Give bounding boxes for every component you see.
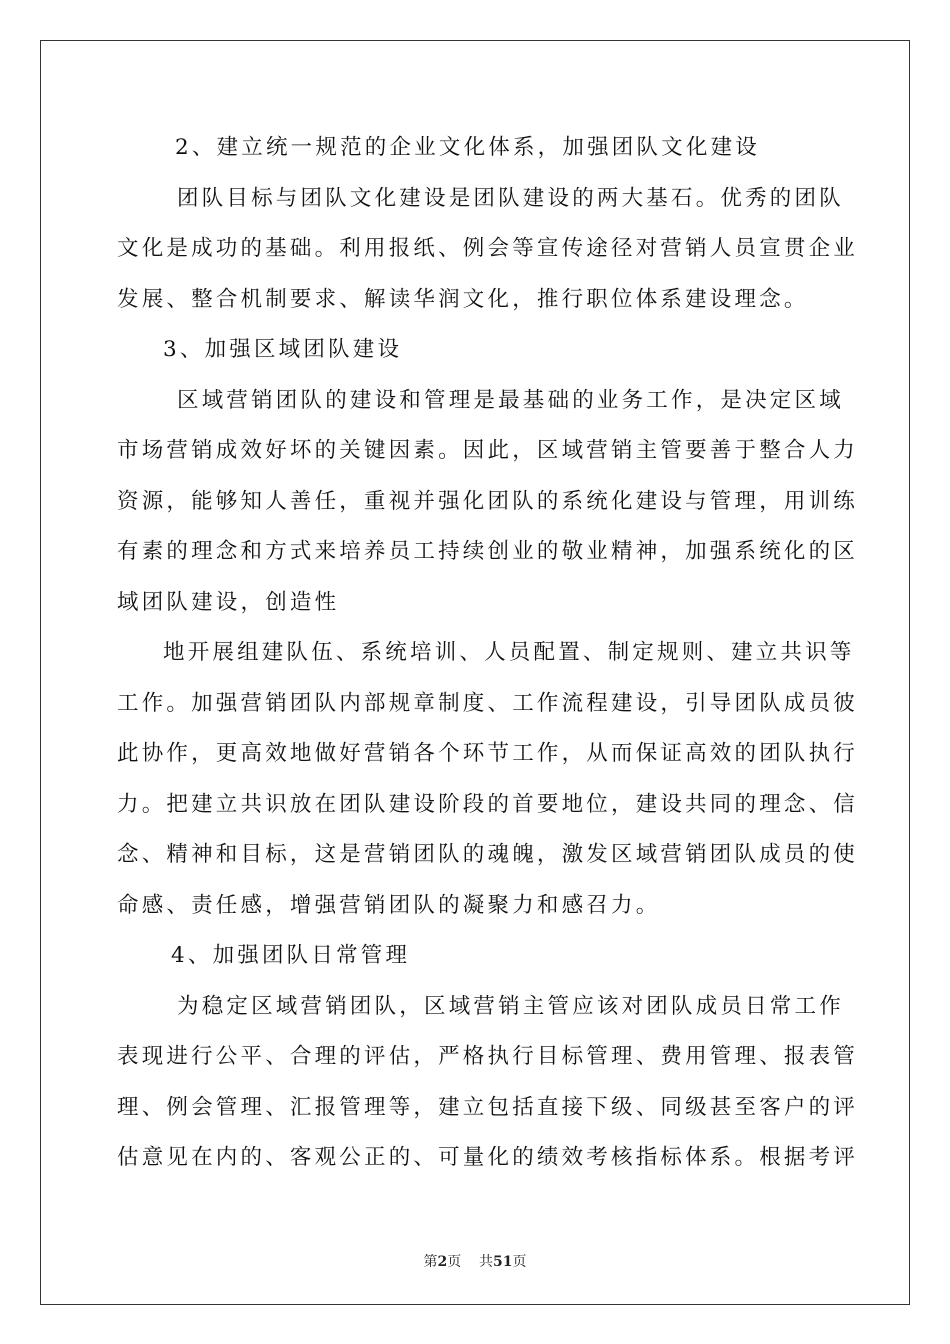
- para-regional-team-line: 资源，能够知人善任，重视并强化团队的系统化建设与管理，用训练: [117, 488, 859, 514]
- heading-4-line: 4、加强团队日常管理: [171, 943, 411, 968]
- total-pages: 51: [493, 1254, 513, 1270]
- para-daily-management-line: 为稳定区域营销团队，区域营销主管应该对团队成员日常工作: [177, 993, 844, 1019]
- total-label-prefix: 共: [479, 1254, 494, 1270]
- page-label-suffix: 页: [447, 1254, 462, 1270]
- page-number: 2: [437, 1254, 448, 1270]
- para-carry-out-line: 念、精神和目标，这是营销团队的魂魄，激发区域营销团队成员的使: [117, 842, 859, 867]
- para-daily-management-line: 表现进行公平、合理的评估，严格执行目标管理、费用管理、报表管: [117, 1044, 859, 1069]
- para-carry-out-line: 力。把建立共识放在团队建设阶段的首要地位，建设共同的理念、信: [117, 791, 859, 817]
- heading-3-line: 3、加强区域团队建设: [163, 337, 403, 362]
- page-footer: [0, 1251, 950, 1271]
- para-team-culture-line: 发展、整合机制要求、解读华润文化，推行职位体系建设理念。: [117, 286, 809, 312]
- para-regional-team-line: 市场营销成效好坏的关键因素。因此，区域营销主管要善于整合人力: [117, 438, 859, 463]
- document-body: [117, 130, 859, 1191]
- para-daily-management-line: 估意见在内的、客观公正的、可量化的绩效考核指标体系。根据考评: [117, 1145, 859, 1170]
- para-carry-out-line: 命感、责任感，增强营销团队的凝聚力和感召力。: [117, 892, 661, 918]
- para-carry-out-line: 地开展组建队伍、系统培训、人员配置、制定规则、建立共识等: [163, 640, 855, 665]
- heading-2-line: 2、建立统一规范的企业文化体系，加强团队文化建设: [175, 135, 760, 160]
- para-regional-team-line: 有素的理念和方式来培养员工持续创业的敬业精神，加强系统化的区: [117, 539, 859, 564]
- total-label-suffix: 页: [512, 1254, 527, 1270]
- para-team-culture-line: 文化是成功的基础。利用报纸、例会等宣传途径对营销人员宣贯企业: [117, 236, 859, 261]
- para-carry-out-line: 工作。加强营销团队内部规章制度、工作流程建设，引导团队成员彼: [117, 690, 859, 716]
- para-regional-team-line: 域团队建设，创造性: [117, 589, 340, 615]
- para-team-culture-line: 团队目标与团队文化建设是团队建设的两大基石。优秀的团队: [177, 185, 844, 211]
- para-regional-team-line: 区域营销团队的建设和管理是最基础的业务工作，是决定区域: [177, 387, 844, 413]
- para-carry-out-line: 此协作，更高效地做好营销各个环节工作，从而保证高效的团队执行: [117, 741, 859, 766]
- page-label-prefix: 第: [423, 1254, 438, 1270]
- para-daily-management-line: 理、例会管理、汇报管理等，建立包括直接下级、同级甚至客户的评: [117, 1094, 859, 1120]
